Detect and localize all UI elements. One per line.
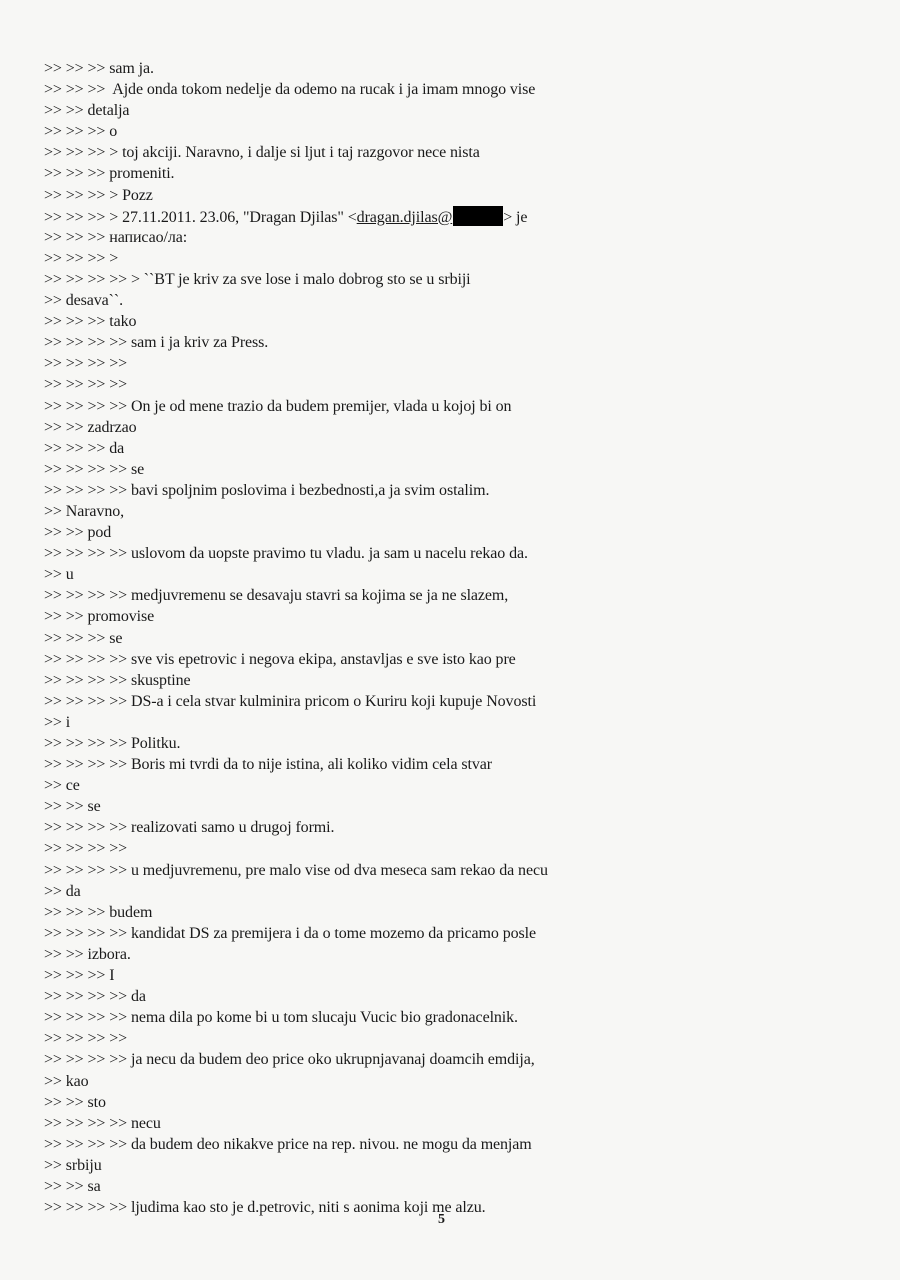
text-line-13: >> >> >> tako <box>44 313 137 331</box>
text-line-32: >> i <box>44 713 71 731</box>
text-line-17: >> >> >> >> On je od mene trazio da budem premijer, vlada u kojoj bi on <box>44 397 512 415</box>
text-line-51: >> >> >> >> necu <box>44 1114 161 1132</box>
text-line-26: >> >> >> >> medjuvremenu se desavaju stavri sa kojima se ja ne slazem, <box>44 587 509 605</box>
text-line-46: >> >> >> >> nema dila po kome bi u tom slucaju Vucic bio gradonacelnik. <box>44 1009 518 1027</box>
text-line-41: >> >> >> budem <box>44 903 153 921</box>
text-line-24: >> >> >> >> uslovom da uopste pravimo tu vladu. ja sam u nacelu rekao da. <box>44 545 528 563</box>
text-line-16: >> >> >> >> <box>44 376 128 394</box>
text-line-36: >> >> se <box>44 798 101 816</box>
text-line-33: >> >> >> >> Politku. <box>44 735 181 752</box>
page-number: 5 <box>438 1212 445 1227</box>
text-line-43: >> >> izbora. <box>44 945 131 963</box>
text-line-27: >> >> promovise <box>44 608 155 626</box>
text-line-47: >> >> >> >> <box>44 1030 128 1048</box>
text-line-12: >> desava``. <box>44 292 124 310</box>
text-line-52: >> >> >> >> da budem deo nikakve price na rep. nivou. ne mogu da menjam <box>44 1135 532 1153</box>
text-line-40: >> da <box>44 882 81 900</box>
text-line-34: >> >> >> >> Boris mi tvrdi da to nije istina, ali koliko vidim cela stvar <box>44 756 492 774</box>
text-line-14: >> >> >> >> sam i ja kriv za Press. <box>44 334 269 352</box>
text-line-48: >> >> >> >> ja necu da budem deo price oko ukrupnjavanaj doamcih emdija, <box>44 1051 535 1069</box>
email-transcript <box>44 58 844 1218</box>
redaction-box <box>453 206 503 226</box>
email-header-line <box>44 206 844 227</box>
text-line-10: >> >> >> > <box>44 249 119 267</box>
text-line-53: >> srbiju <box>44 1156 102 1174</box>
text-line-30: >> >> >> >> skusptine <box>44 671 191 689</box>
text-line-11: >> >> >> >> > ``BT je kriv za sve lose i malo dobrog sto se u srbiji <box>44 270 471 288</box>
text-line-45: >> >> >> >> da <box>44 988 146 1006</box>
text-line-20: >> >> >> >> se <box>44 460 145 478</box>
text-line-3: >> >> detalja <box>44 102 130 120</box>
text-line-21: >> >> >> >> bavi spoljnim poslovima i bezbednosti,a ja svim ostalim. <box>44 481 490 499</box>
text-line-23: >> >> pod <box>44 524 112 542</box>
text-line-7: >> >> >> > Pozz <box>44 186 153 204</box>
text-line-19: >> >> >> da <box>44 439 125 457</box>
text-line-50: >> >> sto <box>44 1093 106 1111</box>
text-line-2: >> >> >> Ajde onda tokom nedelje da odemo na rucak i ja imam mnogo vise <box>44 81 536 99</box>
text-line-42: >> >> >> >> kandidat DS za premijera i da o tome mozemo da pricamo posle <box>44 924 536 942</box>
text-line-4: >> >> >> o <box>44 123 118 141</box>
email-header-suffix: > je <box>503 208 528 226</box>
text-line-35: >> ce <box>44 777 80 795</box>
text-line-1: >> >> >> sam ja. <box>44 60 154 77</box>
text-line-6: >> >> >> promeniti. <box>44 165 175 183</box>
text-line-44: >> >> >> I <box>44 967 115 985</box>
text-line-18: >> >> zadrzao <box>44 418 137 436</box>
text-line-49: >> kao <box>44 1072 89 1090</box>
text-line-39: >> >> >> >> u medjuvremenu, pre malo vise od dva meseca sam rekao da necu <box>44 861 548 879</box>
email-link[interactable]: dragan.djilas@ <box>356 208 453 226</box>
text-line-55: >> >> >> >> ljudima kao sto je d.petrovic, niti s aonima koji me alzu. <box>44 1199 486 1217</box>
text-line-9: >> >> >> написао/ла: <box>44 228 188 246</box>
text-line-5: >> >> >> > toj akciji. Naravno, i dalje si ljut i taj razgovor nece nista <box>44 144 480 162</box>
text-line-38: >> >> >> >> <box>44 840 128 858</box>
text-line-15: >> >> >> >> <box>44 355 128 373</box>
text-line-22: >> Naravno, <box>44 502 125 520</box>
text-line-29: >> >> >> >> sve vis epetrovic i negova ekipa, anstavljas e sve isto kao pre <box>44 650 516 668</box>
text-line-37: >> >> >> >> realizovati samo u drugoj formi. <box>44 819 335 837</box>
text-line-54: >> >> sa <box>44 1177 101 1195</box>
email-header-prefix: >> >> >> > 27.11.2011. 23.06, "Dragan Djilas" < <box>44 208 357 226</box>
text-line-25: >> u <box>44 566 74 584</box>
text-line-28: >> >> >> se <box>44 629 123 647</box>
text-line-31: >> >> >> >> DS-a i cela stvar kulminira pricom o Kuriru koji kupuje Novosti <box>44 692 537 710</box>
